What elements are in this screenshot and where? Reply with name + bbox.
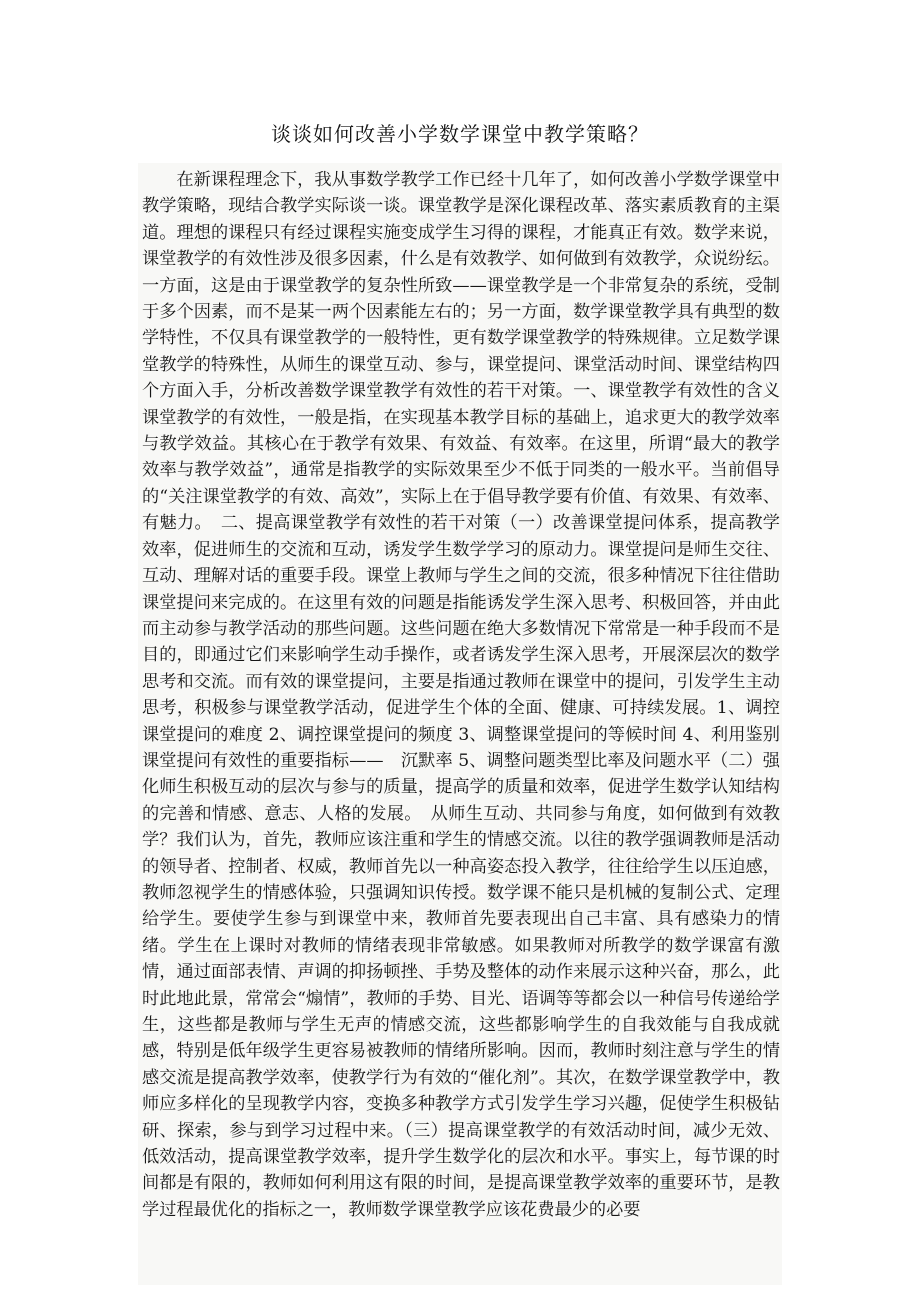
body-paragraph: 在新课程理念下，我从事数学教学工作已经十几年了，如何改善小学数学课堂中教学策略，现结合教学实际谈一谈。课堂教学是深化课程改革、落实素质教育的主渠道。理想的课程只有经过课程实施变成学生习得的课程，才能真正有效。数学来说，课堂教学的有效性涉及很多因素，什么是有效教学、如何做到有效教学，众说纷纭。一方面，这是由于课堂教学的复杂性所致——课堂教学是一个非常复杂的系统，受制于多个因素，而不是某一两个因素能左右的；另一方面，数学课堂教学具有典型的数学特性，不仅具有课堂教学的一般特性，更有数学课堂教学的特殊规律。立足数学课堂教学的特殊性，从师生的课堂互动、参与，课堂提问、课堂活动时间、课堂结构四个方面入手，分析改善数学课堂教学有效性的若干对策。一、课堂教学有效性的含义 课堂教学的有效性，一般是指，在实现基本教学目标的基础上，追求更大的教学效率与教学效益。其核心在于教学有效果、有效益、有效率。在这里，所谓“最大的教学效率与教学效益”，通常是指教学的实际效果至少不低于同类的一般水平。当前倡导的“关注课堂教学的有效、高效”，实际上在于倡导教学要有价值、有效果、有效率、有魅力。 二、提高课堂教学有效性的若干对策（一）改善课堂提问体系，提高教学效率，促进师生的交流和互动，诱发学生数学学习的原动力。课堂提问是师生交往、互动、理解对话的重要手段。课堂上教师与学生之间的交流，很多种情况下往往借助课堂提问来完成的。在这里有效的问题是指能诱发学生深入思考、积极回答，并由此而主动参与教学活动的那些问题。这些问题在绝大多数情况下常常是一种手段而不是目的，即通过它们来影响学生动手操作，或者诱发学生深入思考，开展深层次的数学思考和交流。而有效的课堂提问，主要是指通过教师在课堂中的提问，引发学生主动思考，积极参与课堂教学活动，促进学生个体的全面、健康、可持续发展。1、调控课堂提问的难度 2、调控课堂提问的频度 3、调整课堂提问的等候时间 4、利用鉴别课堂提问有效性的重要指标—— 沉默率 5、调整问题类型比率及问题水平（二）强化师生积极互动的层次与参与的质量，提高学的质量和效率，促进学生数学认知结构的完善和情感、意志、人格的发展。 从师生互动、共同参与角度，如何做到有效教学？我们认为，首先，教师应该注重和学生的情感交流。以往的教学强调教师是活动的领导者、控制者、权威，教师首先以一种高姿态投入教学，往往给学生以压迫感，教师忽视学生的情感体验，只强调知识传授。数学课不能只是机械的复制公式、定理给学生。要使学生参与到课堂中来，教师首先要表现出自己丰富、具有感染力的情绪。学生在上课时对教师的情绪表现非常敏感。如果教师对所教学的数学课富有激情，通过面部表情、声调的抑扬顿挫、手势及整体的动作来展示这种兴奋，那么，此时此地此景，常常会“煽情”，教师的手势、目光、语调等等都会以一种信号传递给学生，这些都是教师与学生无声的情感交流，这些都影响学生的自我效能与自我成就感，特别是低年级学生更容易被教师的情绪所影响。因而，教师时刻注意与学生的情感交流是提高教学效率，使教学行为有效的“催化剂”。其次，在数学课堂教学中，教师应多样化的呈现教学内容，变换多种教学方式引发学生学习兴趣，促使学生积极钻研、探索，参与到学习过程中来。（三）提高课堂教学的有效活动时间，减少无效、低效活动，提高课堂教学效率，提升学生数学化的层次和水平。事实上，每节课的时间都是有限的，教师如何利用这有限的时间，是提高课堂教学效率的重要环节，是教学过程最优化的指标之一，教师数学课堂教学应该花费最少的必要 bbox=[142, 170, 798, 1220]
document-title: 谈谈如何改善小学数学课堂中教学策略？ bbox=[271, 122, 649, 146]
document-body bbox=[138, 163, 798, 1285]
